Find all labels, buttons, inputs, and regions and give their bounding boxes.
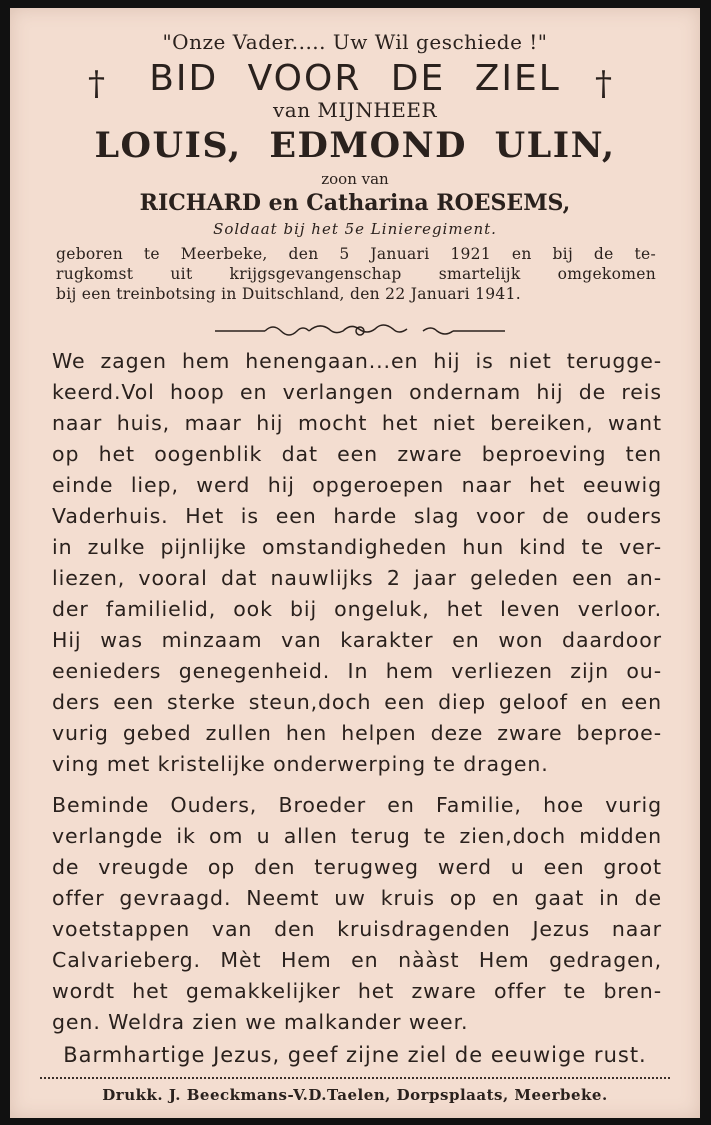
text-line: Vaderhuis. Het is een harde slag voor de ouders xyxy=(52,504,662,528)
closing-prayer: Barmhartige Jezus, geef zijne ziel de eeuwige rust. xyxy=(63,1043,647,1067)
text-line: voetstappen van den kruisdragenden Jezus naar xyxy=(52,917,662,941)
biography xyxy=(56,244,656,304)
card-title: BID VOOR DE ZIEL xyxy=(149,58,561,99)
text-line: keerd.Vol hoop en verlangen ondernam hij de reis xyxy=(52,380,662,404)
text-line: verlangde ik om u allen terug te zien,doch midden xyxy=(52,824,662,848)
text-line: vurig gebed zullen hen helpen deze zware beproe- xyxy=(52,721,662,745)
parents-names: RICHARD en Catharina ROESEMS, xyxy=(139,190,571,216)
deceased-name: LOUIS, EDMOND ULIN, xyxy=(94,125,616,166)
text-line: in zulke pijnlijke omstandigheden hun kind te ver- xyxy=(52,535,662,559)
text-line: ving met kristelijke onderwerping te dragen. xyxy=(52,752,549,776)
text-line: wordt het gemakkelijker het zware offer te bren- xyxy=(52,979,662,1003)
text-line: ders een sterke steun,doch een diep geloof en een xyxy=(52,690,662,714)
text-line: op het oogenblik dat een zware beproeving ten xyxy=(52,442,662,466)
quote-line: "Onze Vader..... Uw Wil geschiede !" xyxy=(162,30,548,54)
cross-left-icon: † xyxy=(88,64,105,104)
text-line: Hij was minzaam van karakter en won daardoor xyxy=(52,628,662,652)
military-rank: Soldaat bij het 5e Linieregiment. xyxy=(213,220,497,238)
paragraph-main xyxy=(52,346,662,780)
text-line: Beminde Ouders, Broeder en Familie, hoe vurig xyxy=(52,793,662,817)
text-line: We zagen hem henengaan...en hij is niet terugge- xyxy=(52,349,662,373)
text-line: Calvarieberg. Mèt Hem en nààst Hem gedragen, xyxy=(52,948,662,972)
text-line: liezen, vooral dat nauwlijks 2 jaar geleden een an- xyxy=(52,566,662,590)
text-line: de vreugde op den terugweg werd u een groot xyxy=(52,855,662,879)
bio-line: rugkomst uit krijgsgevangenschap smartelijk omgekomen xyxy=(56,265,656,283)
dotted-divider xyxy=(40,1077,670,1079)
text-line: eenieders genegenheid. In hem verliezen zijn ou- xyxy=(52,659,662,683)
printer-credit: Drukk. J. Beeckmans-V.D.Taelen, Dorpsplaats, Meerbeke. xyxy=(102,1086,608,1104)
cross-right-icon: † xyxy=(595,64,612,104)
ornament-divider-icon xyxy=(215,321,505,341)
memorial-card xyxy=(10,8,700,1118)
bio-line: bij een treinbotsing in Duitschland, den 22 Januari 1941. xyxy=(56,285,521,303)
text-line: naar huis, maar hij mocht het niet bereiken, want xyxy=(52,411,662,435)
bio-line: geboren te Meerbeke, den 5 Januari 1921 en bij de te- xyxy=(56,245,656,263)
zoon-van: zoon van xyxy=(321,170,389,188)
paragraph-farewell xyxy=(52,790,662,1038)
text-line: einde liep, werd hij opgeroepen naar het eeuwig xyxy=(52,473,662,497)
text-line: der familielid, ook bij ongeluk, het leven verloor. xyxy=(52,597,662,621)
text-line: offer gevraagd. Neemt uw kruis op en gaat in de xyxy=(52,886,662,910)
text-line: gen. Weldra zien we malkander weer. xyxy=(52,1010,469,1034)
van-mijnheer: van MIJNHEER xyxy=(272,98,438,122)
